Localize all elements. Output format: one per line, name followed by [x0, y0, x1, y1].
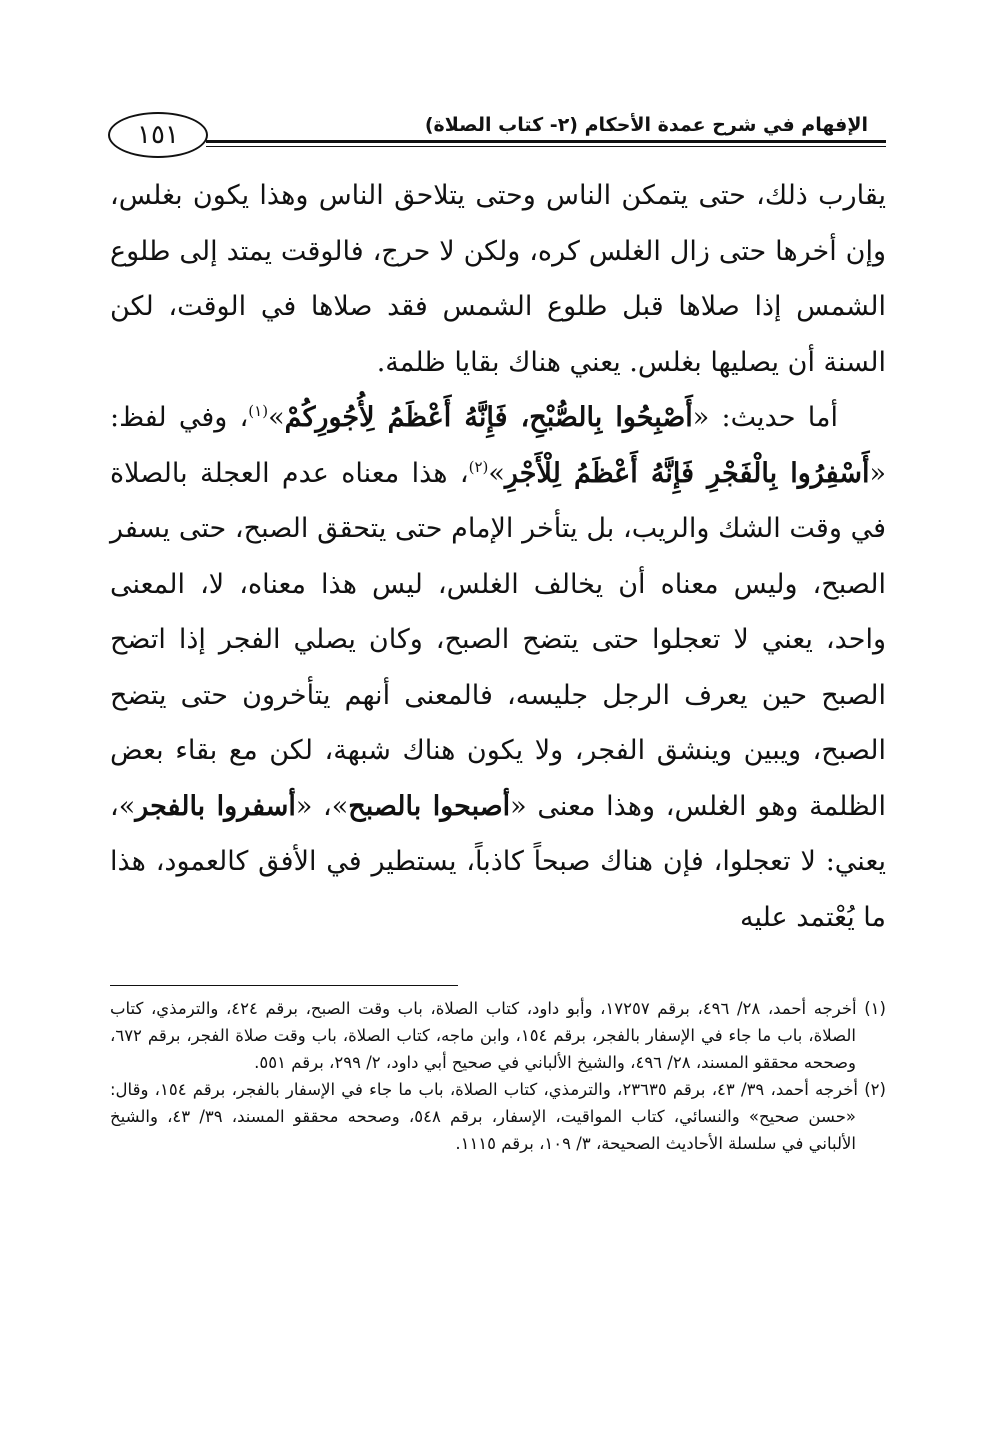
footnote-ref-2[interactable]: (٢) [468, 457, 489, 476]
hadith-quote: أسفروا بالفجر [135, 790, 296, 822]
footnote-2: (٢) أخرجه أحمد، ٣٩/ ٤٣، برقم ٢٣٦٣٥، والترمذي، كتاب الصلاة، باب ما جاء في الإسفار بالفجر، برقم ١٥٤، وقال: «حسن صحيح» والنسائي، كتاب المواقيت، الإسفار، برقم ٥٤٨، وصححه محققو المسند، ٣٩/ ٤٣، والشيخ الألباني في سلسلة الأحاديث الصحيحة، ٣/ ١٠٩، برقم ١١١٥. [110, 1080, 886, 1153]
text-run: ، هذا معناه عدم العجلة بالصلاة في وقت الشك والريب، بل يتأخر الإمام حتى يتحقق الصبح، حتى يسفر الصبح، وليس معناه أن يخالف الغلس، ليس هذا معناه، لا، المعنى واحد، يعني لا تعجلوا حتى يتضح الصبح، وكان يصلي الفجر إذا اتضح الصبح حين يعرف الرجل جليسه، فالمعنى أنهم يتأخرون حتى يتضح الصبح، ويبين وينشق الفجر، ولا يكون هناك شبهة، لكن مع بقاء بعض الظلمة وهو الغلس، وهذا معنى « [110, 457, 886, 822]
footnotes [110, 995, 886, 1157]
running-header-title: الإفهام في شرح عمدة الأحكام (٢- كتاب الصلاة) [424, 114, 868, 136]
text-run: ، وفي لفظ: « [110, 402, 886, 489]
hadith-quote: أَصْبِحُوا بِالصُّبْحِ، فَإِنَّهُ أَعْظَمُ لِأُجُورِكُمْ [284, 402, 693, 433]
text-run: »، « [295, 790, 349, 822]
main-text [110, 168, 886, 945]
footnote-separator [110, 985, 458, 986]
hadith-quote: أصبحوا بالصبح [348, 790, 511, 822]
text-run: أما حديث: « [692, 402, 838, 433]
quote-close: » [268, 402, 285, 433]
header-rule [206, 140, 886, 147]
paragraph-2 [110, 390, 886, 945]
footnote-1: (١) أخرجه أحمد، ٢٨/ ٤٩٦، برقم ١٧٢٥٧، وأبو داود، كتاب الصلاة، باب وقت الصبح، برقم ٤٢٤، والترمذي، كتاب الصلاة، باب ما جاء في الإسفار بالفجر، برقم ١٥٤، وابن ماجه، كتاب الصلاة، باب وقت صلاة الفجر، برقم ٦٧٢، وصححه محققو المسند، ٢٨/ ٤٩٦، والشيخ الألباني في صحيح أبي داود، ٢/ ٢٩٩، برقم ٥٥١. [110, 999, 886, 1072]
quote-close: » [488, 457, 505, 489]
paragraph-1: يقارب ذلك، حتى يتمكن الناس وحتى يتلاحق الناس وهذا يكون بغلس، وإن أخرها حتى زال الغلس كره، ولكن لا حرج، فالوقت يمتد إلى طلوع الشمس إذا صلاها قبل طلوع الشمس فقد صلاها في الوقت، لكن السنة أن يصليها بغلس. يعني هناك بقايا ظلمة. [110, 180, 886, 378]
text-run: »، يعني: لا تعجلوا، فإن هناك صبحاً كاذباً، يستطير في الأفق كالعمود، هذا ما يُعْتمد عليه [110, 790, 886, 933]
page-number-badge [108, 112, 208, 158]
hadith-quote: أَسْفِرُوا بِالْفَجْرِ فَإِنَّهُ أَعْظَمُ لِلْأَجْرِ [504, 457, 870, 489]
footnote-ref-1[interactable]: (١) [248, 402, 269, 420]
page-number: ١٥١ [137, 120, 179, 150]
